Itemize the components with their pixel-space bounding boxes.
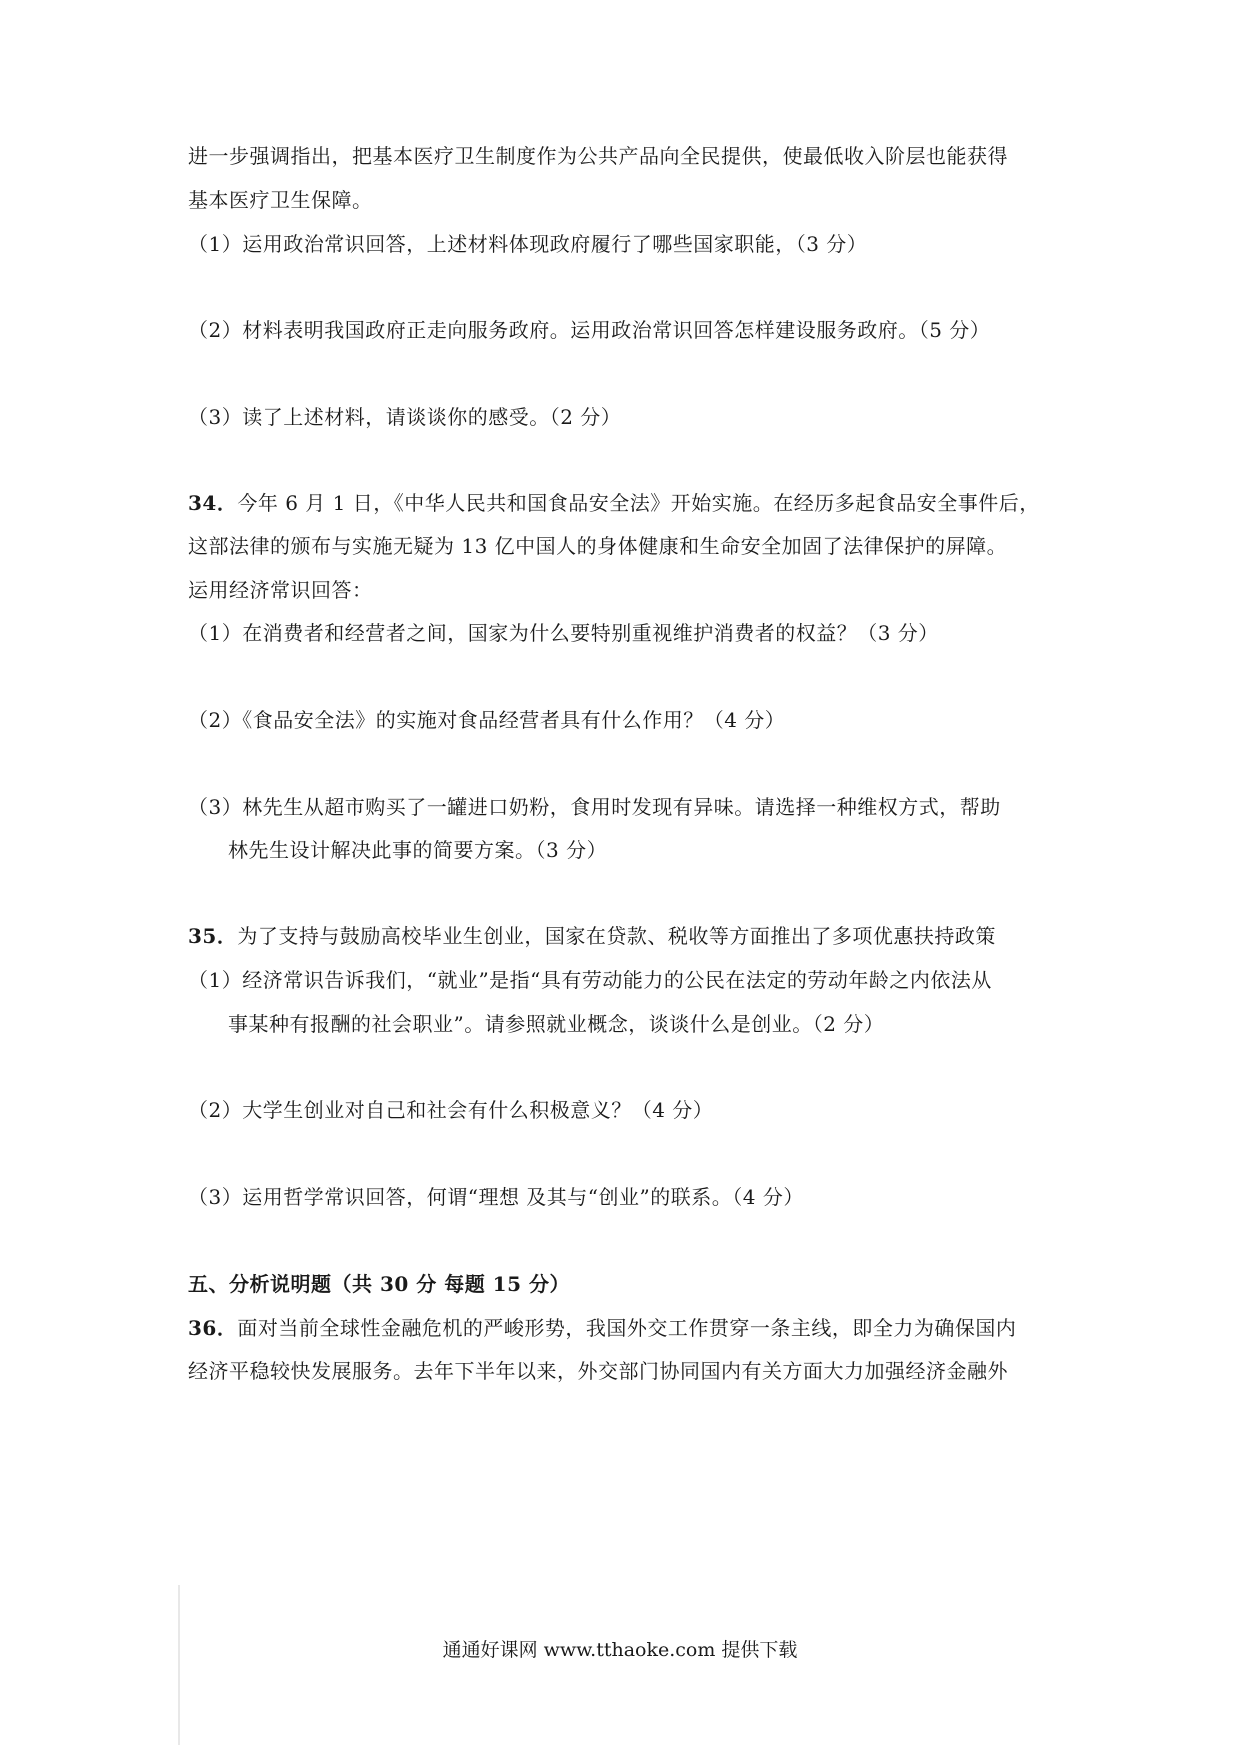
q34-subquestion-1: （1）在消费者和经营者之间，国家为什么要特别重视维护消费者的权益？（3 分） — [188, 621, 939, 645]
q34-subquestion-2: （2）《食品安全法》的实施对食品经营者具有什么作用？（4 分） — [188, 708, 786, 732]
q33-subquestion-1: （1）运用政治常识回答，上述材料体现政府履行了哪些国家职能，（3 分） — [188, 232, 868, 256]
q33-material-line-1: 进一步强调指出，把基本医疗卫生制度作为公共产品向全民提供，使最低收入阶层也能获得 — [188, 144, 1008, 168]
page-footer: 通通好课网 www.tthaoke.com 提供下载 — [442, 1639, 798, 1661]
q34-subquestion-3-line-1: （3）林先生从超市购买了一罐进口奶粉，食用时发现有异味。请选择一种维权方式，帮助 — [188, 795, 1001, 819]
q34-stem-line-2: 这部法律的颁布与实施无疑为 13 亿中国人的身体健康和生命安全加固了法律保护的屏障。 — [188, 534, 1008, 558]
q36-stem-text-1: 面对当前全球性金融危机的严峻形势，我国外交工作贯穿一条主线，即全力为确保国内 — [237, 1316, 1017, 1340]
q34-subquestion-3-line-2: 林先生设计解决此事的简要方案。（3 分） — [228, 838, 608, 862]
q35-subquestion-3: （3）运用哲学常识回答，何谓“理想 及其与“创业”的联系。（4 分） — [188, 1185, 804, 1209]
q34-stem-line-1 — [188, 489, 1040, 517]
q35-subquestion-1-line-1: （1）经济常识告诉我们，“就业”是指“具有劳动能力的公民在法定的劳动年龄之内依法从 — [188, 968, 992, 992]
q33-subquestion-2: （2）材料表明我国政府正走向服务政府。运用政治常识回答怎样建设服务政府。（5 分） — [188, 318, 991, 342]
scan-margin-mark — [178, 1585, 180, 1745]
q33-material-line-2: 基本医疗卫生保障。 — [188, 188, 373, 212]
q34-stem-line-3: 运用经济常识回答： — [188, 578, 373, 602]
q35-subquestion-1-line-2: 事某种有报酬的社会职业”。请参照就业概念，谈谈什么是创业。（2 分） — [228, 1012, 885, 1036]
q34-number: 34． — [188, 491, 238, 515]
q36-number: 36． — [188, 1316, 238, 1340]
q34-stem-text-1: 今年 6 月 1 日，《中华人民共和国食品安全法》开始实施。在经历多起食品安全事件后， — [237, 491, 1040, 515]
q35-stem-text-1: 为了支持与鼓励高校毕业生创业，国家在贷款、税收等方面推出了多项优惠扶持政策 — [237, 924, 996, 948]
q36-stem-line-1 — [188, 1314, 1016, 1342]
q36-stem-line-2: 经济平稳较快发展服务。去年下半年以来，外交部门协同国内有关方面大力加强经济金融外 — [188, 1359, 1008, 1383]
section-5-heading: 五、分析说明题（共 30 分 每题 15 分） — [188, 1272, 570, 1296]
q35-number: 35． — [188, 924, 238, 948]
q35-stem-line-1 — [188, 922, 996, 950]
q33-subquestion-3: （3）读了上述材料，请谈谈你的感受。（2 分） — [188, 405, 622, 429]
q35-subquestion-2: （2）大学生创业对自己和社会有什么积极意义？（4 分） — [188, 1098, 714, 1122]
